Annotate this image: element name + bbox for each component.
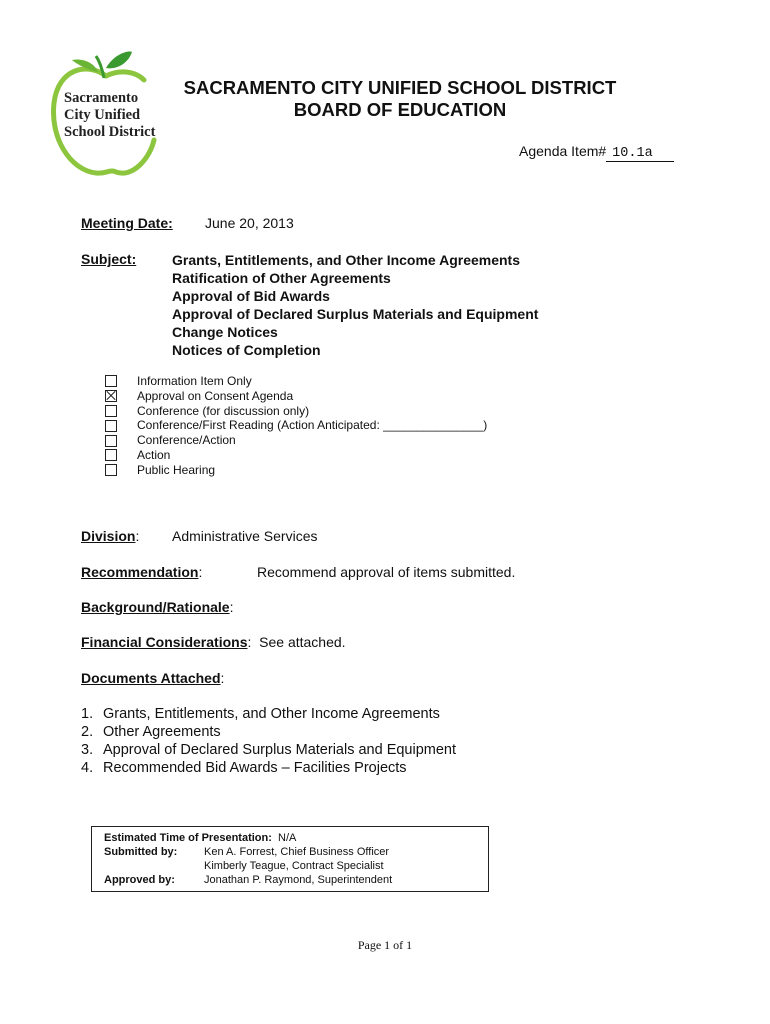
financial-value: See attached.: [259, 634, 346, 650]
checkbox-label: Conference/First Reading (Action Anticipated: _______________): [137, 418, 488, 433]
list-text: Grants, Entitlements, and Other Income Agreements: [103, 706, 440, 722]
documents-list: [81, 705, 456, 777]
documents-label: Documents Attached: [81, 670, 221, 686]
subject-line: Ratification of Other Agreements: [172, 270, 391, 286]
checklist-row: [105, 404, 487, 419]
checklist-row: [105, 389, 487, 404]
agenda-item-value: 10.1a: [606, 146, 674, 162]
agenda-item-label: Agenda Item#: [519, 143, 607, 159]
district-title: SACRAMENTO CITY UNIFIED SCHOOL DISTRICT: [183, 77, 617, 98]
division-value: Administrative Services: [172, 528, 318, 544]
approved-label: Approved by:: [104, 874, 175, 886]
logo-line-3: School District: [64, 124, 156, 140]
checkbox-label: Information Item Only: [137, 374, 252, 388]
checkbox-label: Conference (for discussion only): [137, 403, 310, 418]
recommendation-label: Recommendation: [81, 564, 199, 580]
meeting-date-value: June 20, 2013: [205, 215, 294, 231]
submitted-label: Submitted by:: [104, 846, 178, 858]
subject-line: Approval of Declared Surplus Materials and Equipment: [172, 306, 539, 322]
list-item: [81, 741, 456, 759]
list-text: Recommended Bid Awards – Facilities Projects: [103, 760, 407, 776]
list-number: 3.: [81, 742, 94, 758]
info-row-submitted-2: [104, 859, 488, 873]
list-item: [81, 723, 456, 741]
checkbox-label: Public Hearing: [137, 462, 216, 477]
subject-line: Grants, Entitlements, and Other Income Agreements: [172, 252, 521, 268]
submitted-value-2: Kimberly Teague, Contract Specialist: [204, 860, 384, 872]
meeting-date-label: Meeting Date:: [81, 215, 173, 231]
approved-value: Jonathan P. Raymond, Superintendent: [204, 874, 393, 886]
checkbox-label: Action: [137, 447, 171, 462]
checklist-row: [105, 433, 487, 448]
list-number: 1.: [81, 706, 94, 722]
list-item: [81, 759, 456, 777]
presentation-info-box: [91, 826, 489, 892]
agenda-item: [519, 143, 674, 162]
subject-list: [172, 251, 538, 359]
checklist-row: [105, 463, 487, 478]
list-number: 2.: [81, 724, 94, 740]
background-label: Background/Rationale: [81, 599, 230, 615]
checkbox-conference[interactable]: [105, 405, 117, 417]
checkbox-conference-action[interactable]: [105, 435, 117, 447]
list-text: Other Agreements: [103, 724, 221, 740]
financial-label: Financial Considerations: [81, 634, 248, 650]
division-row: Division:: [81, 528, 140, 544]
logo-line-2: City Unified: [64, 107, 141, 123]
checkbox-label: Conference/Action: [137, 433, 236, 448]
checkbox-label: Approval on Consent Agenda: [137, 388, 294, 403]
recommendation-row: Recommendation:: [81, 564, 203, 580]
item-type-checklist: [105, 374, 487, 478]
checklist-row: [105, 418, 487, 433]
checkbox-consent-agenda[interactable]: [105, 390, 117, 402]
checkbox-action[interactable]: [105, 449, 117, 461]
subject-label: Subject:: [81, 251, 137, 267]
info-row-submitted: [104, 845, 488, 859]
documents-row: Documents Attached:: [81, 670, 225, 686]
subject-line: Notices of Completion: [172, 342, 321, 358]
recommendation-value: Recommend approval of items submitted.: [257, 564, 516, 580]
time-label: Estimated Time of Presentation:: [104, 832, 272, 844]
checkbox-information-item[interactable]: [105, 375, 117, 387]
list-text: Approval of Declared Surplus Materials and Equipment: [103, 742, 457, 758]
logo-line-1: Sacramento: [64, 90, 139, 106]
district-logo: [48, 48, 158, 178]
board-title: BOARD OF EDUCATION: [293, 99, 507, 120]
page-number: Page 1 of 1: [357, 938, 413, 952]
info-row-time: [104, 831, 488, 845]
background-row: Background/Rationale:: [81, 599, 234, 615]
checkbox-first-reading[interactable]: [105, 420, 117, 432]
time-value: N/A: [278, 832, 297, 844]
list-item: [81, 705, 456, 723]
financial-row: Financial Considerations: See attached.: [81, 634, 346, 650]
info-row-approved: [104, 873, 488, 887]
submitted-value-1: Ken A. Forrest, Chief Business Officer: [204, 846, 390, 858]
list-number: 4.: [81, 760, 94, 776]
subject-line: Change Notices: [172, 324, 278, 340]
division-label: Division: [81, 528, 136, 544]
checklist-row: [105, 448, 487, 463]
subject-line: Approval of Bid Awards: [172, 288, 330, 304]
checkbox-public-hearing[interactable]: [105, 464, 117, 476]
checklist-row: [105, 374, 487, 389]
